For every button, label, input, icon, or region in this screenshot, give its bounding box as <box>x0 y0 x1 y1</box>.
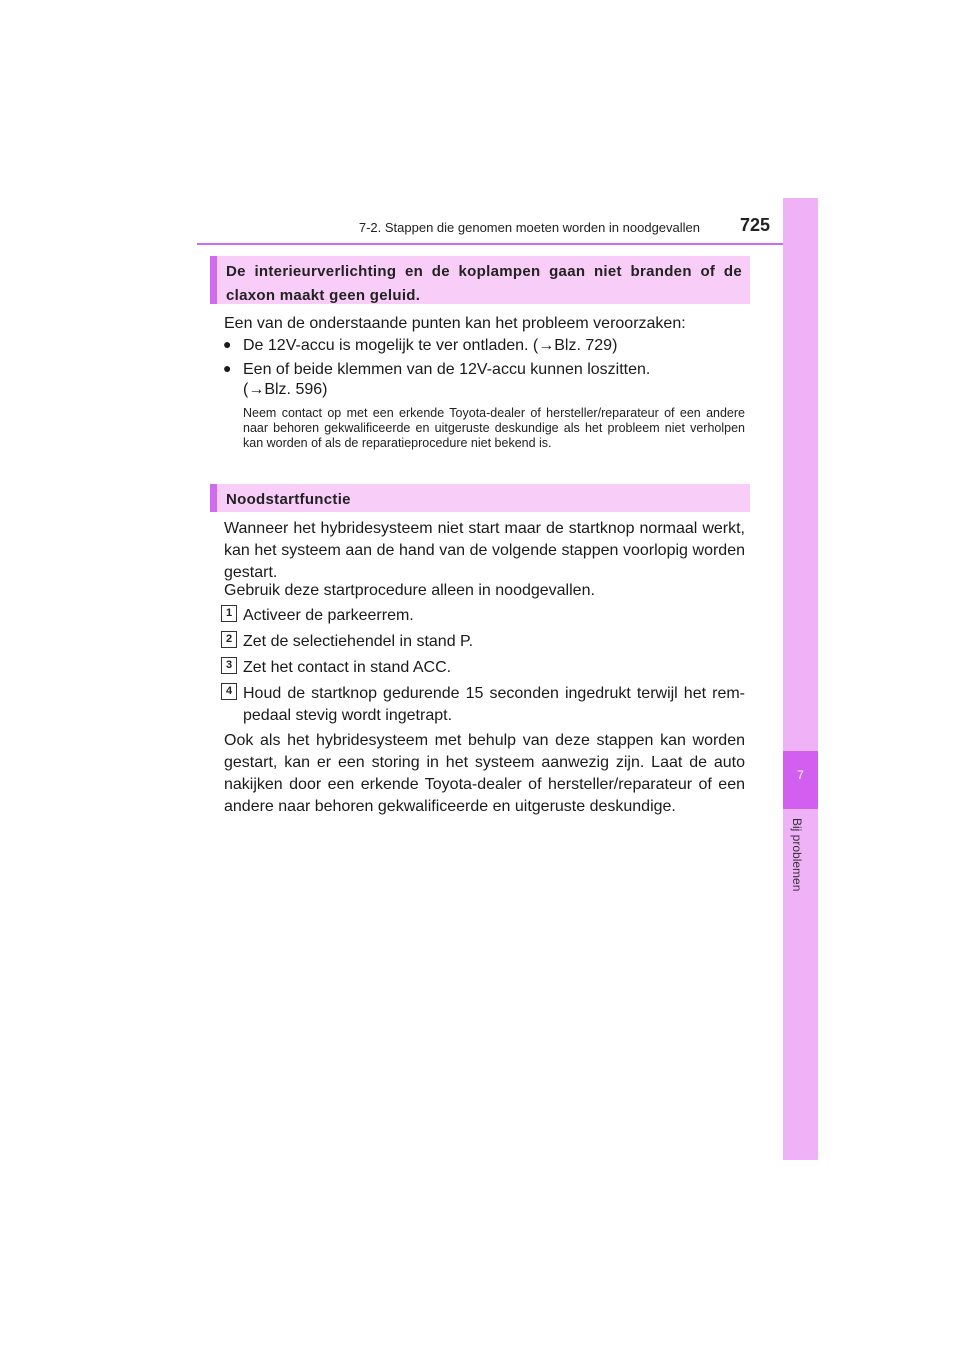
section-heading-emergency-start: Noodstartfunctie <box>210 484 750 512</box>
step-number-badge: 4 <box>221 683 237 700</box>
bullet-dot: ● <box>223 360 232 376</box>
section-heading-lights: De interieurverlichting en de koplampen gaan niet branden of de claxon maakt geen geluid. <box>210 256 750 304</box>
step-text: Zet de selectiehendel in stand P. <box>243 633 474 650</box>
bullet-item: De 12V-accu is mogelijk te ver ontladen. (→Blz. 729) <box>243 337 618 354</box>
service-note: Neem contact op met een erkende Toyota-dealer of hersteller/reparateur of een andere naar behoren gekwalificeerde en uitgeruste deskundige als het probleem niet verholpen kan worden of als de reparatieprocedure niet bekend is. <box>243 406 745 450</box>
bullet-item: Een of beide klemmen van de 12V-accu kunnen loszitten. <box>243 361 651 378</box>
section1-intro: Een van de onderstaande punten kan het probleem veroorzaken: <box>224 315 686 332</box>
section2-intro-emergency-only: Gebruik deze startprocedure alleen in noodgevallen. <box>224 582 595 599</box>
page-number: 725 <box>740 215 771 235</box>
step-text: Houd de startknop gedurende 15 seconden ingedrukt terwijl het rem-pedaal stevig wordt ingetrapt. <box>243 685 745 724</box>
step-number-badge: 3 <box>221 657 237 674</box>
chapter-number: 7 <box>797 768 804 782</box>
step-text: Activeer de parkeerrem. <box>243 607 414 624</box>
section2-intro: Wanneer het hybridesysteem niet start maar de startknop normaal werkt, kan het systeem aan de hand van de volgende stappen voorlopig worden gestart. <box>224 520 745 581</box>
step-number-badge: 1 <box>221 605 237 622</box>
section2-outro: Ook als het hybridesysteem met behulp van deze stappen kan worden gestart, kan er een storing in het systeem aanwezig zijn. Laat de auto nakijken door een erkende Toyota-dealer of hersteller/reparateur of een andere naar behoren gekwalificeerde en uitgeruste deskundige. <box>224 732 745 815</box>
bullet-dot: ● <box>223 336 232 352</box>
chapter-label: Bij problemen <box>790 818 804 892</box>
running-header: 7-2. Stappen die genomen moeten worden in noodgevallen <box>358 220 700 235</box>
header-divider <box>197 243 818 245</box>
step-number-badge: 2 <box>221 631 237 648</box>
bullet-item-continuation: (→Blz. 596) <box>243 381 328 398</box>
step-text: Zet het contact in stand ACC. <box>243 659 452 676</box>
chapter-side-tab <box>783 198 818 1160</box>
